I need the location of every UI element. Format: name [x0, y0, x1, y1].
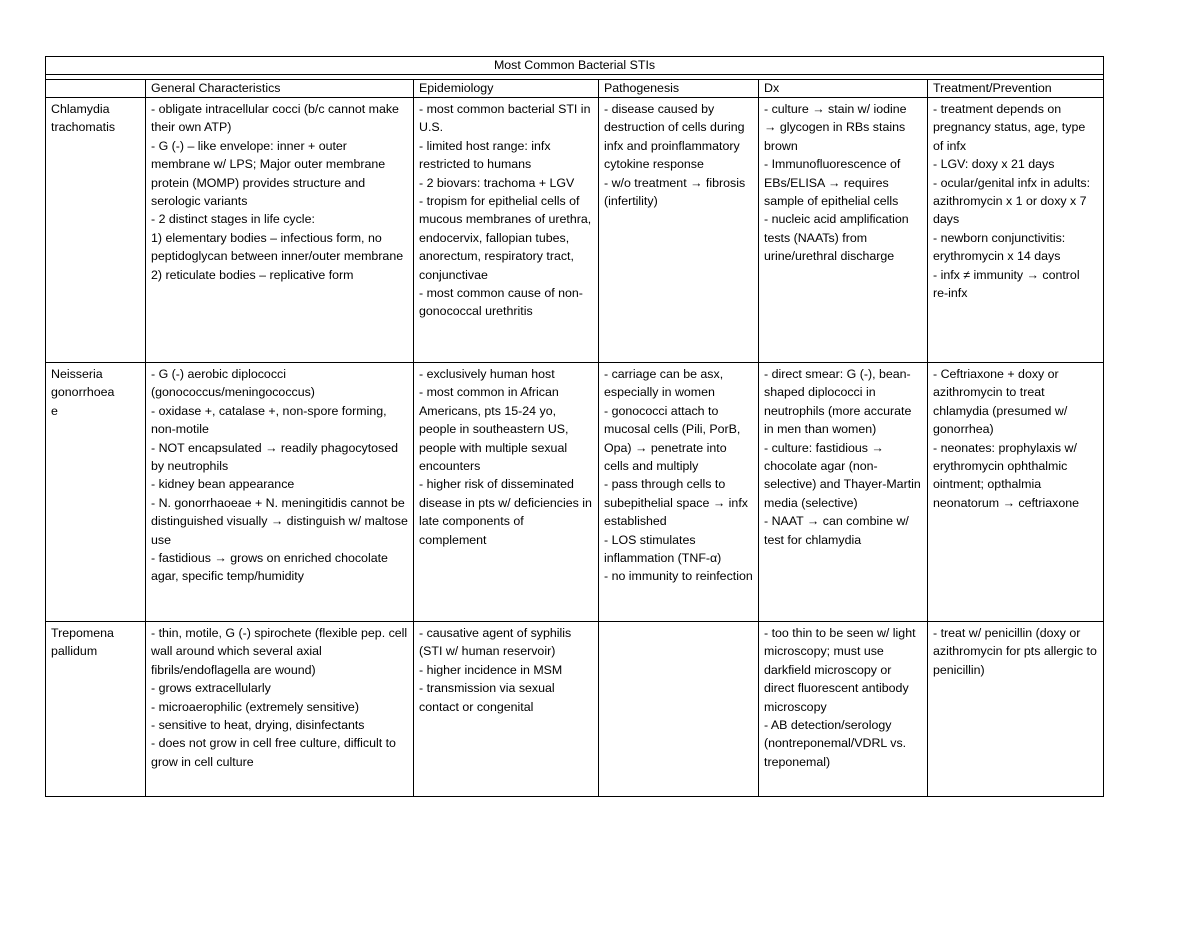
epidemiology-cell	[414, 622, 599, 797]
list-item: - thin, motile, G (-) spirochete (flexible pep. cell wall around which several axial fibrils/endoflagella are wound)	[151, 626, 408, 677]
list-item: - most common bacterial STI in U.S.	[419, 102, 591, 135]
list-item: - direct smear: G (-), bean-shaped diplococci in neutrophils (more accurate in men than women)	[764, 367, 912, 437]
list-item: - Immunofluorescence of EBs/ELISA → requires sample of epithelial cells	[764, 157, 901, 209]
list-item: - infx ≠ immunity → control re-infx	[933, 267, 1080, 301]
list-item: - AB detection/serology (nontreponemal/VDRL vs. treponemal)	[764, 718, 907, 769]
organism-name: Chlamydia	[51, 102, 110, 116]
header-general: General Characteristics	[146, 80, 414, 98]
title-row	[46, 57, 1104, 75]
list-item: - kidney bean appearance	[151, 477, 295, 492]
list-item: - carriage can be asx, especially in women	[604, 367, 724, 400]
dx-cell	[759, 622, 928, 797]
list-item: 2) reticulate bodies – replicative form	[151, 267, 354, 282]
list-item: - N. gonorrhaoeae + N. meningitidis cannot be distinguished visually → distinguish w/ maltose use	[151, 495, 408, 547]
list-item: - culture: fastidious → chocolate agar (non-selective) and Thayer-Martin media (selective)	[764, 440, 921, 510]
list-item: - transmission via sexual contact or congenital	[419, 681, 555, 714]
header-epidemiology: Epidemiology	[414, 80, 599, 98]
list-item: - treatment depends on pregnancy status, age, type of infx	[933, 102, 1086, 153]
pathogenesis-cell	[599, 622, 759, 797]
table-row	[46, 98, 1104, 363]
list-item: - limited host range: infx restricted to humans	[419, 138, 551, 172]
list-item: - most common cause of non-gonococcal urethritis	[419, 286, 583, 319]
organism-cell	[46, 98, 146, 363]
dx-cell	[759, 363, 928, 622]
list-item: - obligate intracellular cocci (b/c cannot make their own ATP)	[151, 102, 399, 135]
sti-table	[45, 56, 1104, 797]
document-sheet	[45, 56, 1103, 797]
treatment-cell	[928, 622, 1104, 797]
table-title: Most Common Bacterial STIs	[46, 57, 1104, 75]
list-item: - gonococci attach to mucosal cells (Pili, PorB, Opa) → penetrate into cells and multiply	[604, 403, 741, 474]
list-item: - ocular/genital infx in adults: azithromycin x 1 or doxy x 7 days	[933, 175, 1091, 227]
header-dx: Dx	[759, 80, 928, 98]
header-organism	[46, 80, 146, 98]
pathogenesis-cell	[599, 363, 759, 622]
organism-cell	[46, 622, 146, 797]
list-item: - grows extracellularly	[151, 681, 271, 696]
list-item: - tropism for epithelial cells of mucous membranes of urethra, endocervix, fallopian tubes, anorectum, respiratory tract, conjunctivae	[419, 194, 592, 282]
list-item: - sensitive to heat, drying, disinfectants	[151, 718, 365, 733]
list-item: - 2 distinct stages in life cycle:	[151, 212, 315, 227]
list-item: - G (-) aerobic diplococci (gonococcus/meningococcus)	[151, 367, 315, 400]
list-item: - higher risk of disseminated disease in pts w/ deficiencies in late components of complement	[419, 477, 592, 547]
general-cell	[146, 622, 414, 797]
list-item: - 2 biovars: trachoma + LGV	[419, 175, 575, 190]
list-item: - too thin to be seen w/ light microscopy; must use darkfield microscopy or direct fluorescent antibody microscopy	[764, 626, 916, 714]
list-item: - exclusively human host	[419, 367, 555, 381]
list-item: - treat w/ penicillin (doxy or azithromycin for pts allergic to penicillin)	[933, 626, 1097, 677]
list-item: - w/o treatment → fibrosis (infertility)	[604, 175, 746, 209]
list-item: - newborn conjunctivitis: erythromycin x 14 days	[933, 230, 1066, 264]
list-item: - fastidious → grows on enriched chocolate agar, specific temp/humidity	[151, 551, 388, 584]
list-item: - neonates: prophylaxis w/ erythromycin ophthalmic ointment; opthalmia neonatorum → ceftriaxone	[933, 440, 1080, 510]
list-item: - culture → stain w/ iodine → glycogen in RBs stains brown	[764, 102, 907, 153]
organism-cell	[46, 363, 146, 622]
epidemiology-cell	[414, 363, 599, 622]
header-pathogenesis: Pathogenesis	[599, 80, 759, 98]
list-item: - oxidase +, catalase +, non-spore forming, non-motile	[151, 403, 387, 437]
epidemiology-cell	[414, 98, 599, 363]
list-item: - pass through cells to subepithelial space → infx established	[604, 477, 748, 529]
list-item: - LOS stimulates inflammation (TNF-α)	[604, 532, 722, 566]
general-cell	[146, 98, 414, 363]
list-item: - most common in African Americans, pts 15-24 yo, people in southeastern US, people with multiple sexual encounters	[419, 385, 569, 474]
list-item: - G (-) – like envelope: inner + outer membrane w/ LPS; Major outer membrane protein (MOMP) provides structure and serologic variants	[151, 138, 386, 209]
organism-name: pallidum	[51, 644, 98, 659]
list-item: - no immunity to reinfection	[604, 569, 753, 584]
general-cell	[146, 363, 414, 622]
list-item: - microaerophilic (extremely sensitive)	[151, 699, 359, 714]
dx-cell	[759, 98, 928, 363]
list-item: - causative agent of syphilis (STI w/ human reservoir)	[419, 626, 572, 659]
list-item: - LGV: doxy x 21 days	[933, 157, 1055, 172]
pathogenesis-cell	[599, 98, 759, 363]
organism-name: gonorrhoea	[51, 385, 115, 400]
treatment-cell	[928, 98, 1104, 363]
list-item: - NAAT → can combine w/ test for chlamydia	[764, 514, 909, 547]
organism-name: trachomatis	[51, 120, 116, 135]
header-row	[46, 80, 1104, 98]
organism-name: Trepomena	[51, 626, 114, 640]
header-treatment: Treatment/Prevention	[928, 80, 1104, 98]
list-item: - nucleic acid amplification tests (NAATs) from urine/urethral discharge	[764, 212, 909, 264]
table-row	[46, 622, 1104, 797]
list-item: - higher incidence in MSM	[419, 662, 563, 677]
organism-name: e	[51, 403, 58, 418]
table-row	[46, 363, 1104, 622]
list-item: - disease caused by destruction of cells during infx and proinflammatory cytokine response	[604, 102, 745, 172]
treatment-cell	[928, 363, 1104, 622]
list-item: - NOT encapsulated → readily phagocytosed by neutrophils	[151, 440, 399, 474]
organism-name: Neisseria	[51, 367, 103, 381]
list-item: - does not grow in cell free culture, difficult to grow in cell culture	[151, 736, 396, 769]
list-item: 1) elementary bodies – infectious form, no peptidoglycan between inner/outer membrane	[151, 230, 404, 264]
list-item: - Ceftriaxone + doxy or azithromycin to treat chlamydia (presumed w/ gonorrhea)	[933, 367, 1068, 437]
